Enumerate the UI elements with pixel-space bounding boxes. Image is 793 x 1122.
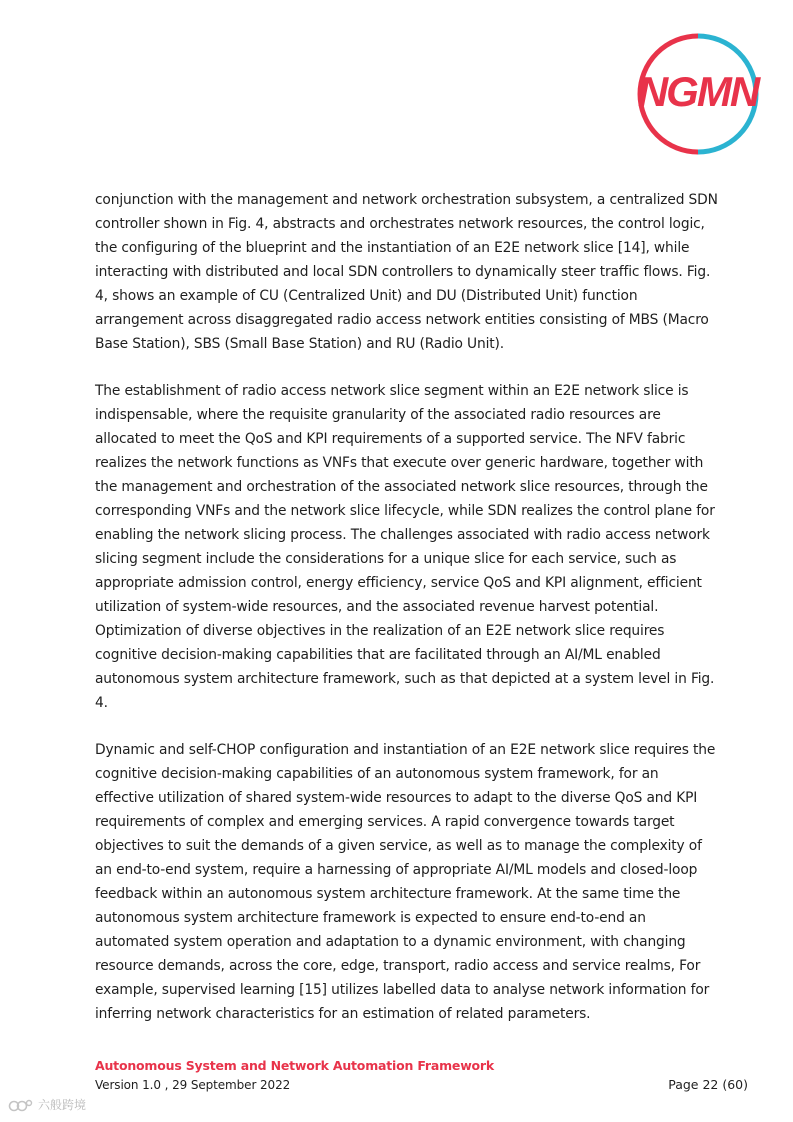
main-content [95,188,720,1049]
footer-document-title: Autonomous System and Network Automation Framework [95,1058,495,1073]
watermark [8,1096,86,1113]
watermark-text: 六般跨境 [38,1098,87,1112]
footer-page-number: Page 22 (60) [668,1077,748,1092]
watermark-logo-icon [8,1097,34,1113]
footer-version: Version 1.0 , 29 September 2022 [95,1078,291,1092]
paragraph-3: Dynamic and self-CHOP configuration and instantiation of an E2E network slice requires the cognitive decision-making capabilities of an autonomous system framework, for an effective utilization of shared system-wide resources to adapt to the diverse QoS and KPI requirements of complex and emerging services. A rapid convergence towards target objectives to suit the demands of a given service, as well as to manage the complexity of an end-to-end system, require a harnessing of appropriate AI/ML models and closed-loop feedback within an autonomous system architecture framework. At the same time the autonomous system architecture framework is expected to ensure end-to-end an automated system operation and adaptation to a dynamic environment, with changing resource demands, across the core, edge, transport, radio access and service realms, For example, supervised learning [15] utilizes labelled data to analyse network information for inferring network characteristics for an estimation of related parameters. [95,742,716,1022]
ngmn-logo [634,30,762,158]
paragraph-2: The establishment of radio access network slice segment within an E2E network slice is indispensable, where the requisite granularity of the associated radio resources are allocated to meet the QoS and KPI requirements of a supported service. The NFV fabric realizes the network functions as VNFs that execute over generic hardware, together with the management and orchestration of the associated network slice resources, through the corresponding VNFs and the network slice lifecycle, while SDN realizes the control plane for enabling the network slicing process. The challenges associated with radio access network slicing segment include the considerations for a unique slice for each service, such as appropriate admission control, energy efficiency, service QoS and KPI alignment, efficient utilization of system-wide resources, and the associated revenue harvest potential. Optimization of diverse objectives in the realization of an E2E network slice requires cognitive decision-making capabilities that are facilitated through an AI/ML enabled autonomous system architecture framework, such as that depicted at a system level in Fig. 4. [95,383,715,711]
logo-text: NGMN [637,68,759,115]
paragraph-1: conjunction with the management and network orchestration subsystem, a centralized SDN controller shown in Fig. 4, abstracts and orchestrates network resources, the control logic, the configuring of the blueprint and the instantiation of an E2E network slice [14], while interacting with distributed and local SDN controllers to dynamically steer traffic flows. Fig. 4, shows an example of CU (Centralized Unit) and DU (Distributed Unit) function arrangement across disaggregated radio access network entities consisting of MBS (Macro Base Station), SBS (Small Base Station) and RU (Radio Unit). [95,192,718,352]
